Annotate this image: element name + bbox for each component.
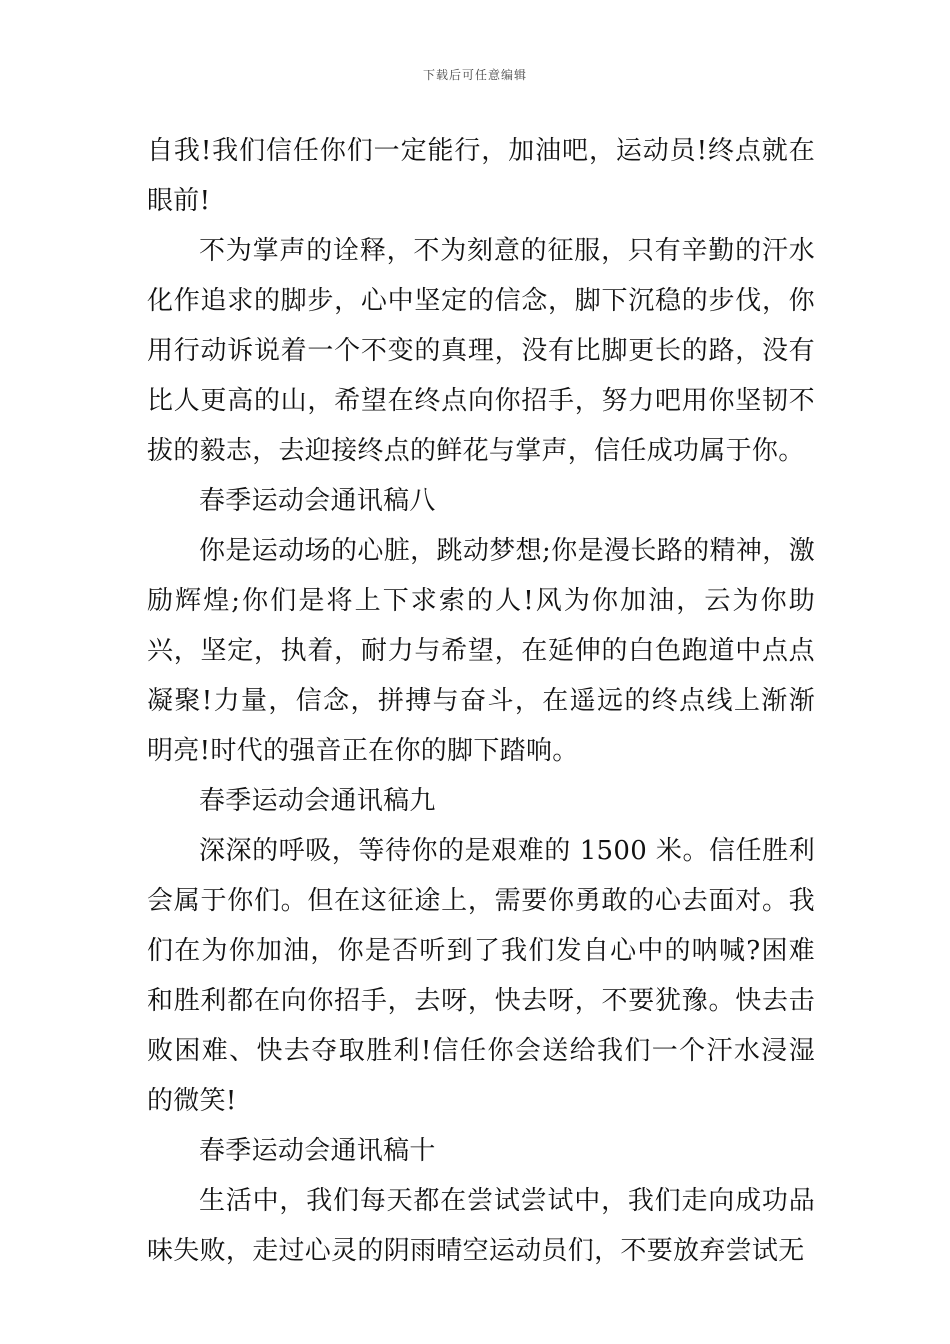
page-header-note: 下载后可任意编辑 xyxy=(422,68,527,82)
paragraph: 深深的呼吸，等待你的是艰难的 1500 米。信任胜利会属于你们。但在这征途上，需要你勇敢的心去面对。我们在为你加油，你是否听到了我们发自心中的呐喊?困难和胜利都在向你招手，去呀，快去呀，不要犹豫。快去击败困难、快去夺取胜利!信任你会送给我们一个汗水浸湿的微笑! xyxy=(147,836,815,1116)
section-heading: 春季运动会通讯稿八 xyxy=(199,486,436,516)
paragraph: 你是运动场的心脏，跳动梦想;你是漫长路的精神，激励辉煌;你们是将上下求索的人!风为你加油，云为你助兴，坚定，执着，耐力与希望，在延伸的白色跑道中点点凝聚!力量，信念，拼搏与奋斗，在遥远的终点线上渐渐明亮!时代的强音正在你的脚下踏响。 xyxy=(147,536,815,766)
document-body xyxy=(147,126,815,1276)
section-heading: 春季运动会通讯稿九 xyxy=(199,786,436,816)
paragraph-continued: 自我!我们信任你们一定能行，加油吧，运动员!终点就在眼前! xyxy=(147,136,815,216)
paragraph: 不为掌声的诠释，不为刻意的征服，只有辛勤的汗水化作追求的脚步，心中坚定的信念，脚下沉稳的步伐，你用行动诉说着一个不变的真理，没有比脚更长的路，没有比人更高的山，希望在终点向你招手，努力吧用你坚韧不拔的毅志，去迎接终点的鲜花与掌声，信任成功属于你。 xyxy=(147,236,815,466)
section-heading: 春季运动会通讯稿十 xyxy=(199,1136,436,1166)
paragraph: 生活中，我们每天都在尝试尝试中，我们走向成功品味失败，走过心灵的阴雨晴空运动员们，不要放弃尝试无 xyxy=(147,1186,815,1266)
